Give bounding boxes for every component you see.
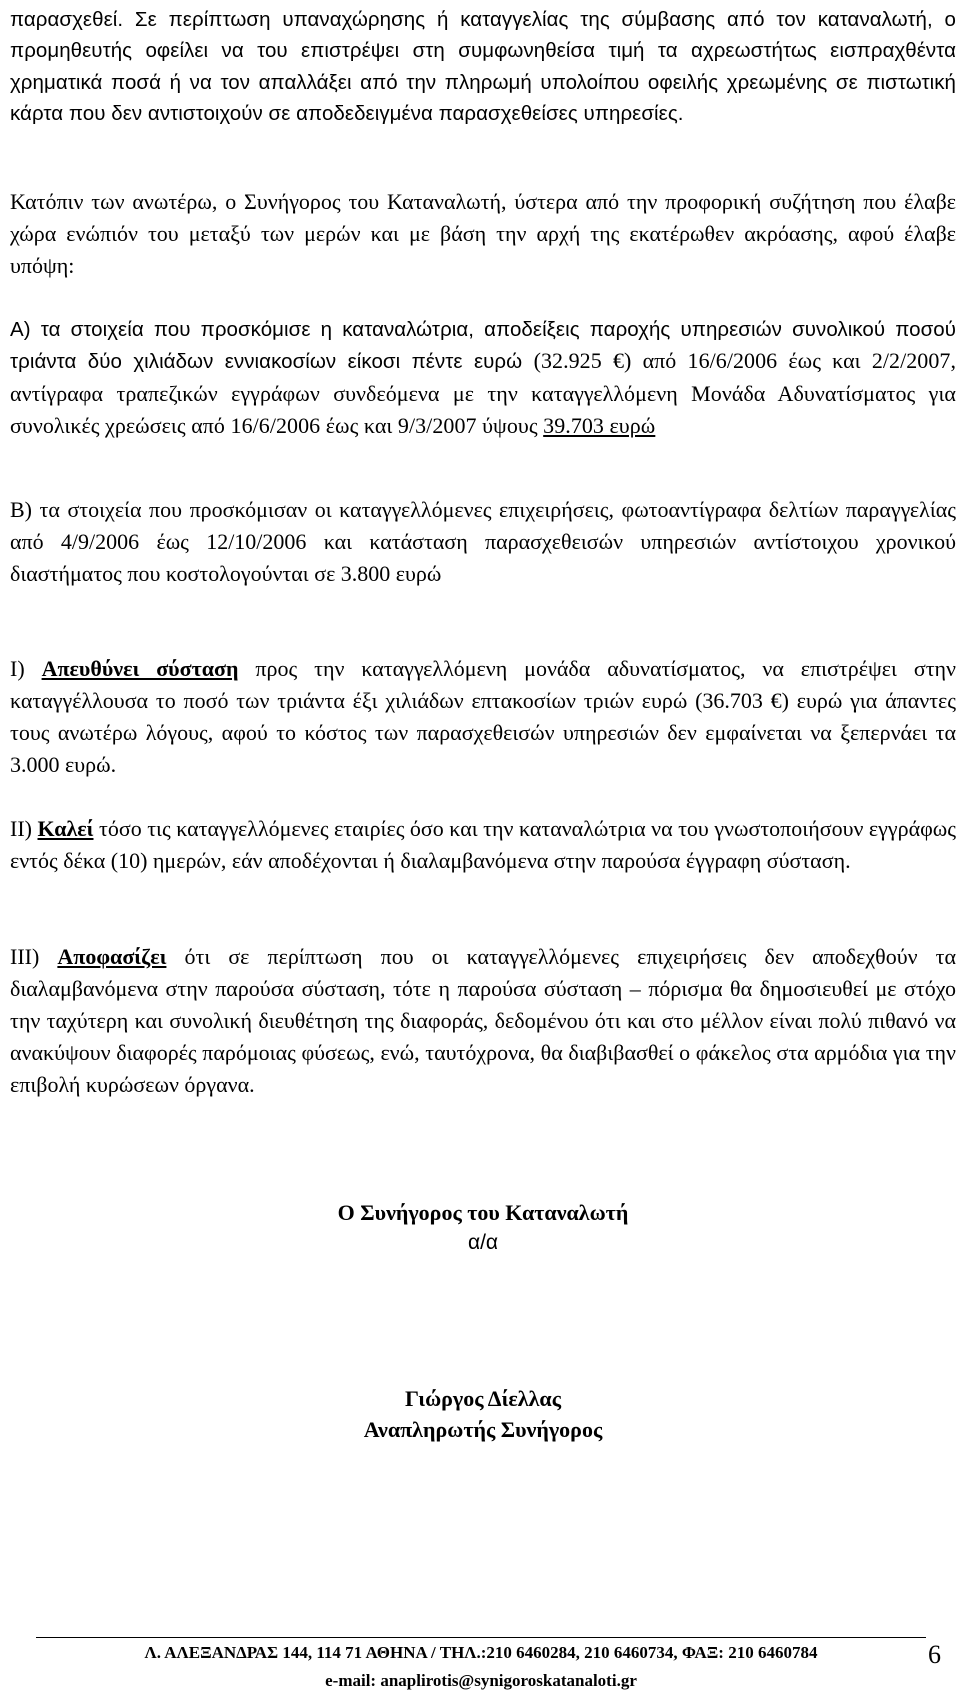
- item-ii-heading: Καλεί: [37, 816, 94, 841]
- item-iii-heading: Αποφασίζει: [57, 944, 167, 969]
- item-i-text: προς την καταγγελλόμενη μονάδα αδυνατίσματος, να επιστρέψει στην καταγγέλλουσα το ποσό των τριάντα έξι χιλιάδων επτακοσίων τριών ευρώ (36.703 €) ευρώ για άπαντες τους ανωτέρω λόγους, αφού το κόστος των παρασχεθεισών υπηρεσιών δεν εμφαίνεται να ξεπερνάει τα 3.000 ευρώ.: [10, 656, 956, 777]
- item-ii-numeral: ΙΙ): [10, 816, 38, 841]
- paragraph-item-b: Β) τα στοιχεία που προσκόμισαν οι καταγγελλόμενες επιχειρήσεις, φωτοαντίγραφα δελτίων παραγγελίας από 4/9/2006 έως 12/10/2006 και κατάσταση παρασχεθεισών υπηρεσιών αντίστοιχου χρονικού διαστήματος που κοστολογούνται σε 3.800 ευρώ: [10, 497, 956, 586]
- item-iii-numeral: ΙΙΙ): [10, 944, 58, 969]
- item-iii-text: ότι σε περίπτωση που οι καταγγελλόμενες επιχειρήσεις δεν αποδεχθούν τα διαλαμβανόμενα στην παρούσα σύσταση, τότε η παρούσα σύσταση – πόρισμα θα δημοσιευθεί με στόχο την ταχύτερη και συνολική διευθέτηση της διαφοράς, δεδομένου ότι και στο μέλλον είναι πολύ πιθανό να ανακύψουν διαφορές παρόμοιας φύσεως, ενώ, ταυτόχρονα, θα διαβιβασθεί ο φάκελος στα αρμόδια για την επιβολή κυρώσεων όργανα.: [10, 944, 956, 1097]
- paragraph-item-ii: [10, 813, 956, 877]
- signature-title: Ο Συνήγορος του Καταναλωτή: [337, 1200, 629, 1225]
- paragraph-ombudsman-considerations: Κατόπιν των ανωτέρω, ο Συνήγορος του Καταναλωτή, ύστερα από την προφορική συζήτηση που έλαβε χώρα ενώπιόν του μεταξύ των μερών και με βάση την αρχή της εκατέρωθεν ακρόασης, αφού έλαβε υπόψη:: [10, 189, 956, 278]
- item-i-heading: Απευθύνει σύσταση: [41, 656, 239, 681]
- paragraph-item-a: [10, 314, 956, 443]
- item-a-total-amount: 39.703 ευρώ: [543, 413, 656, 439]
- item-a-sans-text: Α) τα στοιχεία που προσκόμισε η καταναλώτρια, αποδείξεις παροχής υπηρεσιών συνολικού ποσού τριάντα δύο χιλιάδων εννιακοσίων είκοσι πέντε ευρώ: [10, 318, 956, 374]
- signature-aa: α/α: [467, 1231, 499, 1254]
- item-ii-text: τόσο τις καταγγελλόμενες εταιρίες όσο και την καταναλώτρια να του γνωστοποιήσουν εγγράφως εντός δέκα (10) ημερών, εάν αποδέχονται ή διαλαμβανόμενα στην παρούσα έγγραφη σύσταση.: [10, 816, 956, 873]
- footer-email: e-mail: anaplirotis@synigoroskatanaloti.gr: [325, 1671, 637, 1690]
- item-i-numeral: Ι): [10, 656, 42, 681]
- item-a-serif-text: (32.925 €) από 16/6/2006 έως και 2/2/2007, αντίγραφα τραπεζικών εγγράφων συνδεόμενα με την καταγγελλόμενη Μονάδα Αδυνατίσματος για συνολικές χρεώσεις από 16/6/2006 έως και 9/3/2007 ύψους: [10, 348, 956, 439]
- footer-address: Λ. ΑΛΕΞΑΝΔΡΑΣ 144, 114 71 ΑΘΗΝΑ / ΤΗΛ.:210 6460284, 210 6460734, ΦΑΞ: 210 6460784: [144, 1643, 818, 1662]
- signatory-name: Γιώργος Δίελλας: [405, 1386, 561, 1411]
- footer-divider: [36, 1637, 926, 1638]
- paragraph-item-i: [10, 653, 956, 781]
- page-number: 6: [928, 1640, 941, 1669]
- signatory-role: Αναπληρωτής Συνήγορος: [363, 1417, 603, 1442]
- paragraph-continuation: παρασχεθεί. Σε περίπτωση υπαναχώρησης ή καταγγελίας της σύμβασης από τον καταναλωτή, ο προμηθευτής οφείλει να του επιστρέψει στη συμφωνηθείσα τιμή τα αχρεωστήτως εισπραχθέντα χρηματικά ποσά ή να τον απαλλάξει από την πληρωμή υπολοίπου οφειλής χρεωμένης σε πιστωτική κάρτα που δεν αντιστοιχούν σε αποδεδειγμένα παρασχεθείσες υπηρεσίες.: [10, 8, 956, 126]
- paragraph-item-iii: [10, 941, 956, 1101]
